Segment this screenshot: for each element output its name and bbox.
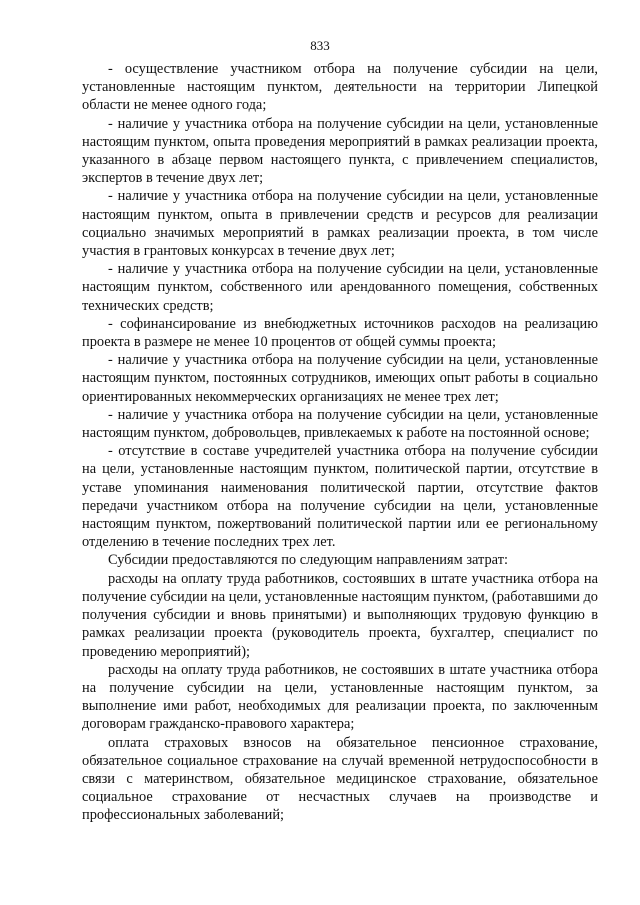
paragraph: - софинансирование из внебюджетных источников расходов на реализацию проекта в размере не менее 10 процентов от общей суммы проекта;: [82, 315, 598, 351]
paragraph: Субсидии предоставляются по следующим направлениям затрат:: [108, 552, 508, 569]
paragraph: - наличие у участника отбора на получение субсидии на цели, установленные настоящим пунктом, опыта в привлечении средств и ресурсов для реализации социально значимых мероприятий в рамках реализации проекта, в том числе участия в грантовых конкурсах в течение двух лет;: [82, 188, 598, 260]
paragraph: - отсутствие в составе учредителей участника отбора на получение субсидии на цели, установленные настоящим пунктом, политической партии, отсутствие в уставе упоминания наименования политической партии, отсутствие фактов передачи участником отбора на получение субсидии на цели, установленные настоящим пунктом, пожертвований политической партии или ее региональному отделению в течение последних трех лет.: [82, 443, 598, 551]
paragraph: оплата страховых взносов на обязательное пенсионное страхование, обязательное социальное страхование на случай временной нетрудоспособности в связи с материнством, обязательное медицинское страхование, обязательное социальное страхование от несчастных случаев на производстве и профессиональных заболеваний;: [82, 734, 598, 824]
page-number: 833: [310, 38, 330, 53]
paragraph: - наличие у участника отбора на получение субсидии на цели, установленные настоящим пунктом, добровольцев, привлекаемых к работе на постоянной основе;: [82, 406, 598, 442]
paragraph: расходы на оплату труда работников, состоявших в штате участника отбора на получение субсидии на цели, установленные настоящим пунктом, (работавшими до получения субсидии и вновь принятыми) и выполняющих трудовую функцию в рамках реализации проекта (руководитель проекта, бухгалтер, специалист по проведению мероприятий);: [82, 570, 598, 660]
paragraph: - осуществление участником отбора на получение субсидии на цели, установленные настоящим пунктом, деятельности на территории Липецкой области не менее одного года;: [82, 61, 598, 114]
paragraph: - наличие у участника отбора на получение субсидии на цели, установленные настоящим пунктом, постоянных сотрудников, имеющих опыт работы в социально ориентированных некоммерческих организациях не менее трех лет;: [82, 352, 598, 405]
paragraph: - наличие у участника отбора на получение субсидии на цели, установленные настоящим пунктом, опыта проведения мероприятий в рамках реализации проекта, указанного в абзаце первом настоящего пункта, с привлечением специалистов, экспертов в течение двух лет;: [82, 115, 598, 187]
paragraph: - наличие у участника отбора на получение субсидии на цели, установленные настоящим пунктом, собственного или арендованного помещения, собственных технических средств;: [82, 261, 598, 314]
paragraph: расходы на оплату труда работников, не состоявших в штате участника отбора на получение субсидии на цели, установленные настоящим пунктом, за выполнение ими работ, необходимых для реализации проекта, по заключенным договорам гражданско-правового характера;: [82, 661, 598, 733]
body-text: [82, 60, 598, 825]
